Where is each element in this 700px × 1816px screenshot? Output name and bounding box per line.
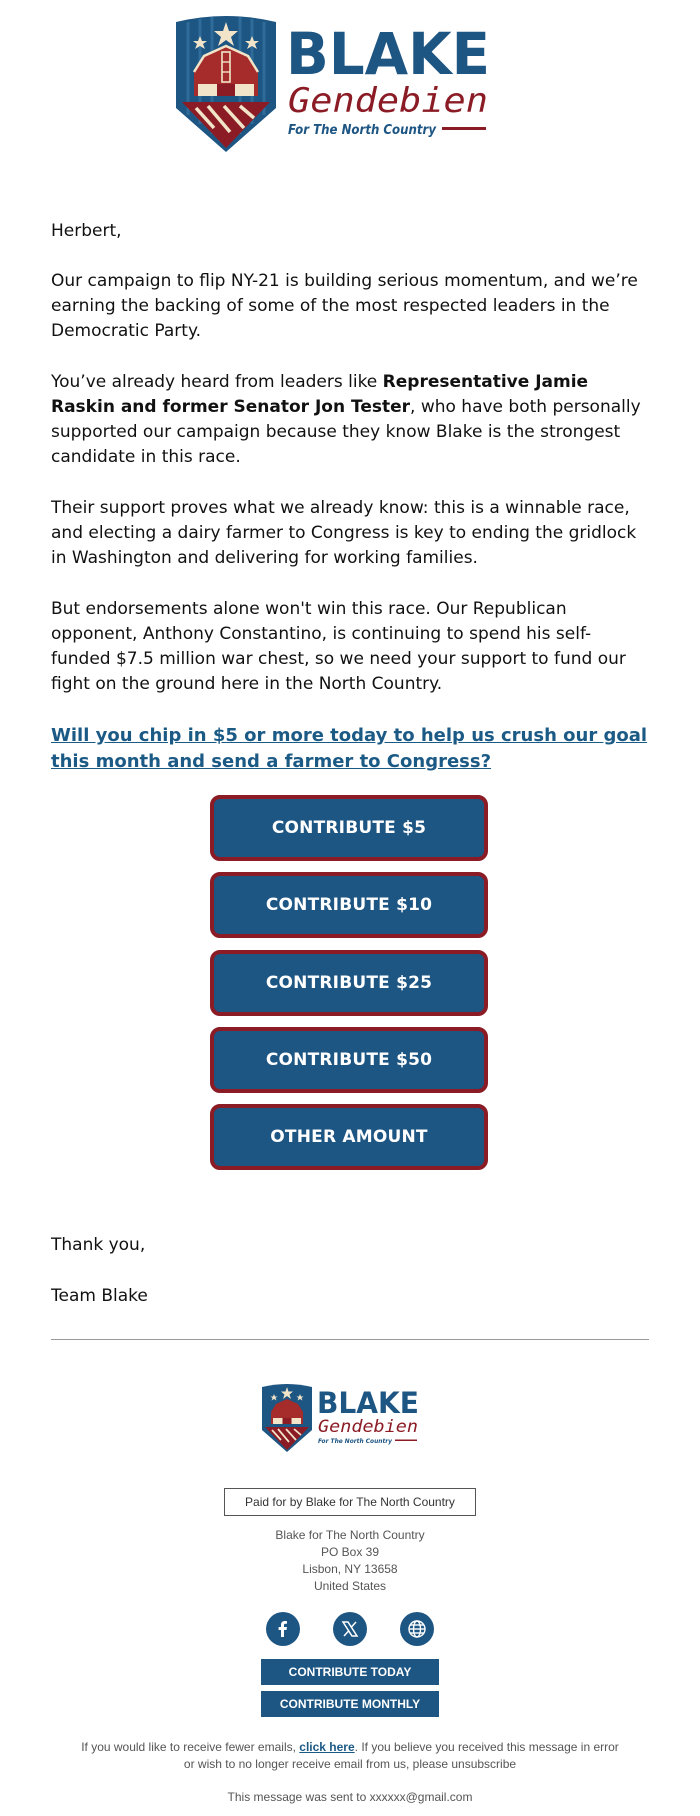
- paid-for-disclaimer: Paid for by Blake for The North Country: [224, 1488, 476, 1516]
- cta-paragraph: [51, 723, 649, 775]
- paragraph-winnable: Their support proves what we already know: this is a winnable race, and electing a dairy farmer to Congress is key to ending the gridlock in Washington and delivering for working families.: [51, 498, 637, 568]
- contribute-monthly-button[interactable]: CONTRIBUTE MONTHLY: [261, 1691, 439, 1717]
- globe-icon[interactable]: [400, 1612, 434, 1646]
- sent-to-notice: This message was sent to xxxxxx@gmail.com: [227, 1790, 473, 1804]
- greeting: Herbert,: [51, 221, 122, 241]
- paragraph-endorsements: [51, 370, 649, 470]
- campaign-logo: [168, 10, 540, 170]
- other-amount-button[interactable]: OTHER AMOUNT: [210, 1104, 488, 1170]
- footer-logo-tagline: For The North Country: [318, 1437, 393, 1445]
- address-org: Blake for The North Country: [275, 1528, 425, 1542]
- address-city: Lisbon, NY 13658: [302, 1562, 398, 1576]
- paragraph-endorsements-post: , who have both personally supported our campaign because they know Blake is the strongest candidate in this race.: [51, 397, 641, 467]
- address-pobox: PO Box 39: [320, 1545, 380, 1559]
- contribute-5-button[interactable]: CONTRIBUTE $5: [210, 795, 488, 861]
- facebook-icon[interactable]: [266, 1612, 300, 1646]
- footer-divider: [51, 1339, 649, 1340]
- logo-first-name: BLAKE: [286, 20, 490, 88]
- unsubscribe-post: . If you believe you received this message in error or wish to no longer receive email from us, please unsubscribe: [183, 1740, 619, 1771]
- fewer-emails-link[interactable]: click here: [299, 1740, 355, 1754]
- paragraph-endorsements-pre: You’ve already heard from leaders like: [51, 372, 383, 392]
- footer-logo: [258, 1381, 444, 1461]
- logo-tagline: For The North Country: [288, 123, 437, 138]
- unsubscribe-notice: [80, 1739, 620, 1773]
- contribute-25-button[interactable]: CONTRIBUTE $25: [210, 950, 488, 1016]
- logo-last-name: Gendebien: [288, 81, 488, 121]
- address-country: United States: [313, 1579, 387, 1593]
- footer-logo-last: Gendebien: [318, 1417, 418, 1437]
- contribute-today-button[interactable]: CONTRIBUTE TODAY: [261, 1659, 439, 1685]
- thank-you: Thank you,: [51, 1235, 146, 1255]
- contribute-10-button[interactable]: CONTRIBUTE $10: [210, 872, 488, 938]
- contribute-50-button[interactable]: CONTRIBUTE $50: [210, 1027, 488, 1093]
- endorsers-bold: Representative Jamie Raskin and former Senator Jon Tester: [51, 372, 589, 417]
- x-icon[interactable]: [333, 1612, 367, 1646]
- footer-logo-first: BLAKE: [317, 1386, 419, 1420]
- unsubscribe-pre: If you would like to receive fewer emails,: [81, 1740, 300, 1754]
- paragraph-momentum: Our campaign to flip NY-21 is building serious momentum, and we’re earning the backing of some of the most respected leaders in the Democratic Party.: [51, 271, 638, 341]
- signature: Team Blake: [51, 1286, 148, 1306]
- paragraph-opponent: But endorsements alone won't win this race. Our Republican opponent, Anthony Constantino, is continuing to spend his self-funded $7.5 million war chest, so we need your support to fund our fight on the ground here in the North Country.: [51, 599, 626, 694]
- cta-link[interactable]: Will you chip in $5 or more today to help us crush our goal this month and send a farmer to Congress?: [51, 725, 648, 772]
